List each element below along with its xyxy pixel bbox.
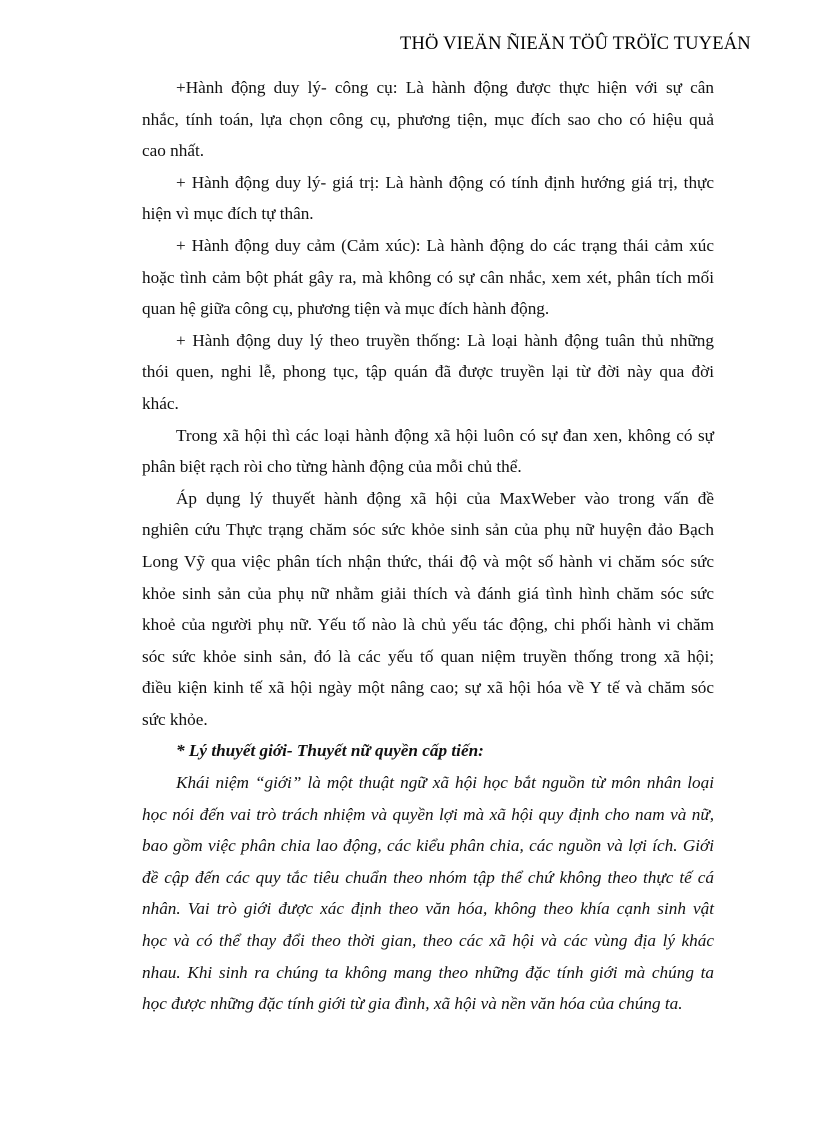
paragraph [142,325,714,420]
text-line: khác. [142,393,179,413]
text-line: quan hệ giữa công cụ, phương tiện và mục đích hành động. [142,299,550,319]
text-line: Trong xã hội thì các loại hành động xã hội luôn có sự đan xen, không có sự [176,425,714,445]
text-line: học được những đặc tính giới từ gia đình, xã hội và nền văn hóa của chúng ta. [142,994,683,1014]
text-line: + Hành động duy lý theo truyền thống: Là loại hành động tuân thủ những [176,330,714,350]
text-line: sóc sức khỏe sinh sản, đó là các yếu tố quan niệm truyền thống trong xã hội; [142,646,714,666]
text-line: +Hành động duy lý- công cụ: Là hành động được thực hiện với sự cân [176,78,714,97]
text-line: phân biệt rạch ròi cho từng hành động của mỗi chủ thể. [142,457,522,477]
text-line: khỏe sinh sản của phụ nữ nhằm giải thích và đánh giá tình hình chăm sóc sức [142,583,714,603]
paragraph [142,167,714,230]
text-line: + Hành động duy lý- giá trị: Là hành động có tính định hướng giá trị, thực [176,172,714,192]
text-line: học nói đến vai trò trách nhiệm và quyền lợi mà xã hội quy định cho nam và nữ, [142,804,714,824]
text-line: điều kiện kinh tế xã hội ngày một nâng cao; sự xã hội hóa về Y tế và chăm sóc [142,678,714,698]
paragraph [142,767,714,1020]
paragraph [142,230,714,325]
text-line: Long Vỹ qua việc phân tích nhận thức, thái độ và một số hành vi chăm sóc sức [142,551,714,571]
text-line: nhân. Vai trò giới được xác định theo văn hóa, không theo khía cạnh sinh vật [142,899,714,919]
text-line: nghiên cứu Thực trạng chăm sóc sức khỏe sinh sản của phụ nữ huyện đảo Bạch [142,520,714,540]
section-heading-text: * Lý thuyết giới- Thuyết nữ quyền cấp tiến: [176,741,484,761]
text-line: Áp dụng lý thuyết hành động xã hội của MaxWeber vào trong vấn đề [176,488,714,508]
text-line: đề cập đến các quy tắc tiêu chuẩn theo nhóm tập thể chứ không theo thực tế cá [142,867,714,887]
text-line: khoẻ của người phụ nữ. Yếu tố nào là chủ yếu tác động, chi phối hành vi chăm [142,615,714,635]
paragraph [142,420,714,483]
text-line: thói quen, nghi lễ, phong tục, tập quán đã được truyền lại từ đời này qua đời [142,362,714,382]
text-line: bao gồm việc phân chia lao động, các kiểu phân chia, các nguồn và lợi ích. Giới [142,836,714,856]
text-line: học và có thể thay đổi theo thời gian, theo các xã hội và các vùng địa lý khác [142,931,714,951]
text-line: nhau. Khi sinh ra chúng ta không mang theo những đặc tính giới mà chúng ta [142,962,714,982]
paragraph [142,72,714,167]
text-line: sức khỏe. [142,709,208,729]
text-line: Khái niệm “giới” là một thuật ngữ xã hội học bắt nguồn từ môn nhân loại [176,773,714,793]
text-line: hoặc tình cảm bột phát gây ra, mà không có sự cân nhắc, xem xét, phân tích mối [142,267,714,287]
text-line: nhắc, tính toán, lựa chọn công cụ, phương tiện, mục đích sao cho có hiệu quả [142,109,714,129]
text-line: + Hành động duy cảm (Cảm xúc): Là hành động do các trạng thái cảm xúc [176,235,714,255]
document-body [142,72,714,1020]
page-header: THÖ VIEÄN ÑIEÄN TÖÛ TRÖÏC TUYEÁN [400,34,751,54]
text-line: hiện vì mục đích tự thân. [142,204,314,224]
text-line: cao nhất. [142,141,205,161]
section-heading [142,735,714,767]
paragraph [142,483,714,736]
